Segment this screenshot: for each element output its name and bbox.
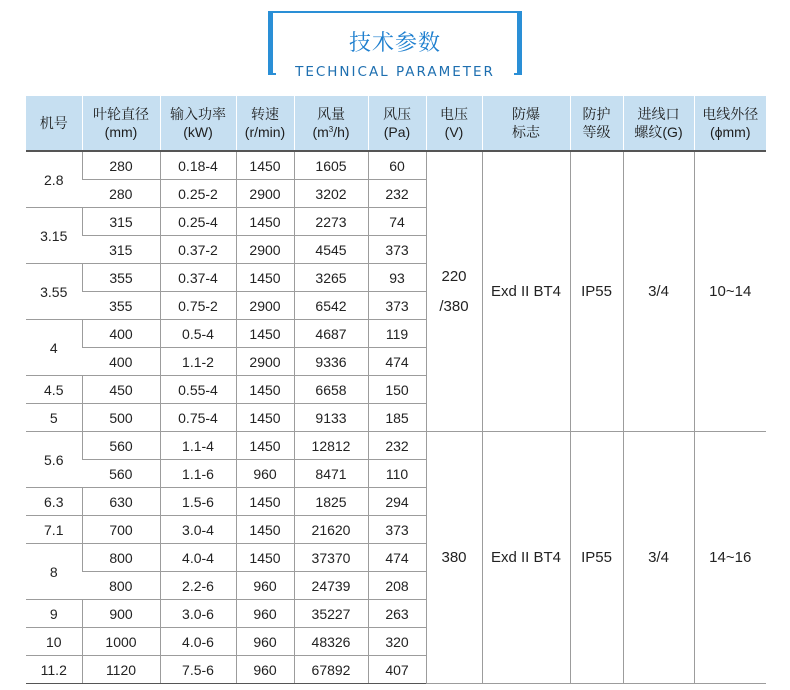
title-chinese: 技术参数 <box>348 31 441 56</box>
cell-airflow: 37370 <box>294 544 368 572</box>
cell-airflow: 4687 <box>294 320 368 348</box>
title-frame-bottom-left <box>268 73 276 75</box>
header-speed: 转速 (r/min) <box>236 96 294 151</box>
cell-speed: 960 <box>236 460 294 488</box>
cell-impeller: 400 <box>82 320 160 348</box>
cell-impeller: 400 <box>82 348 160 376</box>
cell-pressure: 232 <box>368 180 426 208</box>
cell-impeller: 1120 <box>82 656 160 684</box>
cell-impeller: 700 <box>82 516 160 544</box>
cell-airflow: 9336 <box>294 348 368 376</box>
table-header-row <box>26 96 766 151</box>
cell-jihao: 11.2 <box>26 656 82 684</box>
cell-impeller: 630 <box>82 488 160 516</box>
cell-impeller: 355 <box>82 292 160 320</box>
cell-speed: 960 <box>236 656 294 684</box>
cell-airflow: 3202 <box>294 180 368 208</box>
cell-impeller: 800 <box>82 544 160 572</box>
cell-impeller: 355 <box>82 264 160 292</box>
cell-jihao: 10 <box>26 628 82 656</box>
cell-cable: 14~16 <box>694 432 766 684</box>
cell-airflow: 6658 <box>294 376 368 404</box>
cell-jihao: 6.3 <box>26 488 82 516</box>
cell-explosion: Exd II BT4 <box>482 432 570 684</box>
header-voltage: 电压 (V) <box>426 96 482 151</box>
cell-power: 0.37-2 <box>160 236 236 264</box>
cell-pressure: 110 <box>368 460 426 488</box>
cell-airflow: 8471 <box>294 460 368 488</box>
cell-airflow: 6542 <box>294 292 368 320</box>
header-cable: 电线外径 (ϕmm) <box>694 96 766 151</box>
table-row <box>26 432 766 460</box>
cell-speed: 1450 <box>236 488 294 516</box>
cell-impeller: 560 <box>82 460 160 488</box>
cell-impeller: 500 <box>82 404 160 432</box>
cell-jihao: 9 <box>26 600 82 628</box>
cell-jihao: 4.5 <box>26 376 82 404</box>
table-row <box>26 151 766 180</box>
cell-speed: 1450 <box>236 151 294 180</box>
cell-pressure: 474 <box>368 544 426 572</box>
cell-voltage: 220 /380 <box>426 151 482 432</box>
cell-speed: 1450 <box>236 544 294 572</box>
cell-airflow: 3265 <box>294 264 368 292</box>
cell-pressure: 373 <box>368 516 426 544</box>
cell-power: 0.25-2 <box>160 180 236 208</box>
cell-pressure: 93 <box>368 264 426 292</box>
header-impeller: 叶轮直径 (mm) <box>82 96 160 151</box>
cell-speed: 960 <box>236 572 294 600</box>
cell-jihao: 4 <box>26 320 82 376</box>
cell-airflow: 1825 <box>294 488 368 516</box>
cell-impeller: 315 <box>82 208 160 236</box>
cell-impeller: 280 <box>82 151 160 180</box>
cell-power: 1.1-4 <box>160 432 236 460</box>
cell-speed: 1450 <box>236 404 294 432</box>
cell-protection: IP55 <box>570 432 623 684</box>
cell-speed: 1450 <box>236 432 294 460</box>
header-power: 输入功率 (kW) <box>160 96 236 151</box>
cell-power: 0.5-4 <box>160 320 236 348</box>
section-title <box>268 11 522 80</box>
cell-pressure: 373 <box>368 292 426 320</box>
cell-airflow: 21620 <box>294 516 368 544</box>
cell-impeller: 1000 <box>82 628 160 656</box>
header-airflow: 风量 $(m^3/h)$ <box>294 96 368 151</box>
cell-pressure: 208 <box>368 572 426 600</box>
cell-explosion: Exd II BT4 <box>482 151 570 432</box>
cell-power: 0.25-4 <box>160 208 236 236</box>
cell-airflow: 2273 <box>294 208 368 236</box>
cell-speed: 960 <box>236 600 294 628</box>
cell-pressure: 119 <box>368 320 426 348</box>
cell-pressure: 373 <box>368 236 426 264</box>
cell-speed: 1450 <box>236 208 294 236</box>
cell-power: 1.1-2 <box>160 348 236 376</box>
cell-jihao: 2.8 <box>26 151 82 208</box>
cell-jihao: 5.6 <box>26 432 82 488</box>
cell-jihao: 5 <box>26 404 82 432</box>
title-english: TECHNICAL PARAMETER <box>282 65 508 79</box>
header-pressure: 风压 (Pa) <box>368 96 426 151</box>
cell-power: 0.37-4 <box>160 264 236 292</box>
cell-pressure: 150 <box>368 376 426 404</box>
cell-impeller: 315 <box>82 236 160 264</box>
cell-pressure: 294 <box>368 488 426 516</box>
title-frame-top <box>268 11 522 13</box>
header-jihao: 机号 <box>26 96 82 151</box>
cell-jihao: 8 <box>26 544 82 600</box>
table-body <box>26 151 766 684</box>
cell-speed: 2900 <box>236 180 294 208</box>
cell-airflow: 67892 <box>294 656 368 684</box>
cell-speed: 1450 <box>236 264 294 292</box>
cell-speed: 1450 <box>236 320 294 348</box>
cell-airflow: 9133 <box>294 404 368 432</box>
cell-speed: 1450 <box>236 376 294 404</box>
cell-impeller: 800 <box>82 572 160 600</box>
cell-pressure: 320 <box>368 628 426 656</box>
cell-speed: 1450 <box>236 516 294 544</box>
cell-impeller: 560 <box>82 432 160 460</box>
cell-power: 1.5-6 <box>160 488 236 516</box>
cell-thread: 3/4 <box>623 151 694 432</box>
cell-power: 3.0-6 <box>160 600 236 628</box>
cell-pressure: 185 <box>368 404 426 432</box>
cell-airflow: 12812 <box>294 432 368 460</box>
cell-power: 1.1-6 <box>160 460 236 488</box>
cell-speed: 2900 <box>236 348 294 376</box>
cell-airflow: 4545 <box>294 236 368 264</box>
cell-pressure: 232 <box>368 432 426 460</box>
cell-cable: 10~14 <box>694 151 766 432</box>
cell-airflow: 24739 <box>294 572 368 600</box>
cell-airflow: 35227 <box>294 600 368 628</box>
cell-pressure: 263 <box>368 600 426 628</box>
cell-power: 0.75-4 <box>160 404 236 432</box>
cell-voltage: 380 <box>426 432 482 684</box>
header-protection: 防护 等级 <box>570 96 623 151</box>
cell-speed: 960 <box>236 628 294 656</box>
title-frame-bottom-right <box>514 73 522 75</box>
cell-airflow: 1605 <box>294 151 368 180</box>
cell-power: 0.75-2 <box>160 292 236 320</box>
cell-power: 7.5-6 <box>160 656 236 684</box>
cell-pressure: 60 <box>368 151 426 180</box>
header-explosion: 防爆 标志 <box>482 96 570 151</box>
cell-power: 0.55-4 <box>160 376 236 404</box>
cell-power: 0.18-4 <box>160 151 236 180</box>
cell-thread: 3/4 <box>623 432 694 684</box>
cell-jihao: 7.1 <box>26 516 82 544</box>
cell-impeller: 900 <box>82 600 160 628</box>
cell-speed: 2900 <box>236 236 294 264</box>
cell-power: 3.0-4 <box>160 516 236 544</box>
cell-protection: IP55 <box>570 151 623 432</box>
cell-power: 4.0-4 <box>160 544 236 572</box>
header-thread: 进线口 螺纹(G) <box>623 96 694 151</box>
cell-impeller: 450 <box>82 376 160 404</box>
cell-impeller: 280 <box>82 180 160 208</box>
technical-parameter-table <box>26 96 766 684</box>
cell-pressure: 74 <box>368 208 426 236</box>
cell-airflow: 48326 <box>294 628 368 656</box>
cell-jihao: 3.15 <box>26 208 82 264</box>
cell-power: 4.0-6 <box>160 628 236 656</box>
cell-speed: 2900 <box>236 292 294 320</box>
cell-pressure: 407 <box>368 656 426 684</box>
cell-pressure: 474 <box>368 348 426 376</box>
cell-power: 2.2-6 <box>160 572 236 600</box>
cell-jihao: 3.55 <box>26 264 82 320</box>
